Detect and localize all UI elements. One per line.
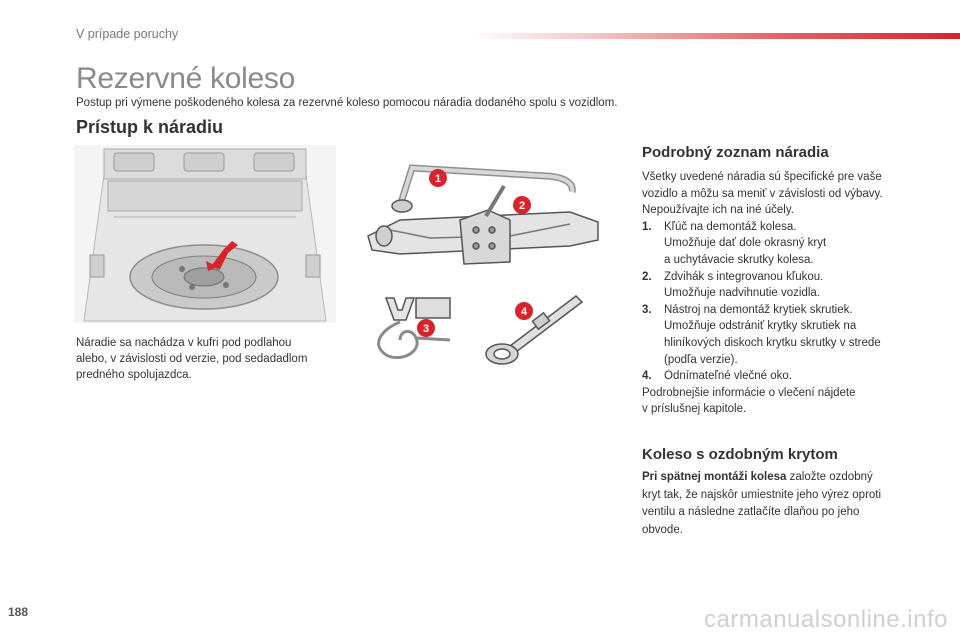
svg-text:3: 3 — [422, 323, 430, 335]
wheel-cover-text: Pri spätnej montáži kolesa založte ozdobný kryt tak, že najskôr umiestnite jeho výrez oproti ventilu a následne zatlačíte dlaňou po jeho obvode. — [642, 471, 882, 536]
tool-list: Všetky uvedené náradia sú špecifické pre vaše vozidlo a môžu sa meniť v závislosti od výbavy. Nepoužívajte ich na iné účely. 1. Kľúč na demontáž kolesa. Umožňuje dať dole okrasný kryt a uchytávacie skrutky kolesa. 2. Zdvihák s integrovanou kľukou. Umožňuje nadvihnutie vozidla. 3. Nástroj na demontáž krytiek skrutiek. Umožňuje odstrániť krytky skrutiek na hliníkových diskoch krytku skrutky v strede (podľa verzie). 4. Odnímateľné vlečné oko. Podrobnejšie informácie o vlečení nájdete v príslušnej kapitole. — [642, 169, 917, 418]
chapter-header: V prípade poruchy — [76, 27, 179, 41]
list-item: 1. Kľúč na demontáž kolesa. Umožňuje dať dole okrasný kryt a uchytávacie skrutky kolesa. — [642, 220, 827, 266]
list-item: 3. Nástroj na demontáž krytiek skrutiek. Umožňuje odstrániť krytky skrutiek na hliníkových diskoch krytku skrutky v strede (podľa verzie). — [642, 303, 881, 366]
trunk-spare-wheel-image — [74, 145, 336, 323]
page-number: 188 — [8, 605, 29, 619]
tools-illustration — [360, 150, 610, 376]
watermark: carmanualsonline.info — [704, 606, 948, 633]
access-heading: Prístup k náradiu — [76, 117, 224, 137]
cap-removal-tool-image — [379, 298, 450, 358]
list-item: 2. Zdvihák s integrovanou kľukou. Umožňuje nadvihnutie vozidla. — [642, 270, 824, 300]
tool-list-heading: Podrobný zoznam náradia — [642, 144, 829, 161]
svg-text:1: 1 — [434, 173, 442, 185]
access-caption: Náradie sa nachádza v kufri pod podlahou alebo, v závislosti od verzie, pod sedadadlom predného spolujazdca. — [76, 337, 308, 381]
header-accent-bar — [470, 33, 960, 39]
page-title: Rezervné koleso — [76, 62, 295, 95]
svg-text:4: 4 — [520, 306, 528, 318]
callout-4 — [515, 302, 533, 320]
page-intro: Postup pri výmene poškodeného kolesa za rezervné koleso pomocou náradia dodaného spolu s vozidlom. — [76, 97, 618, 109]
callout-3 — [417, 319, 435, 337]
list-item: 4. Odnímateľné vlečné oko. — [642, 370, 793, 383]
towing-eye-image — [486, 296, 582, 364]
svg-text:2: 2 — [518, 200, 526, 212]
callout-2 — [513, 196, 531, 214]
wheel-wrench-image — [392, 168, 572, 212]
callout-1 — [429, 169, 447, 187]
wheel-cover-heading: Koleso s ozdobným krytom — [642, 446, 838, 463]
